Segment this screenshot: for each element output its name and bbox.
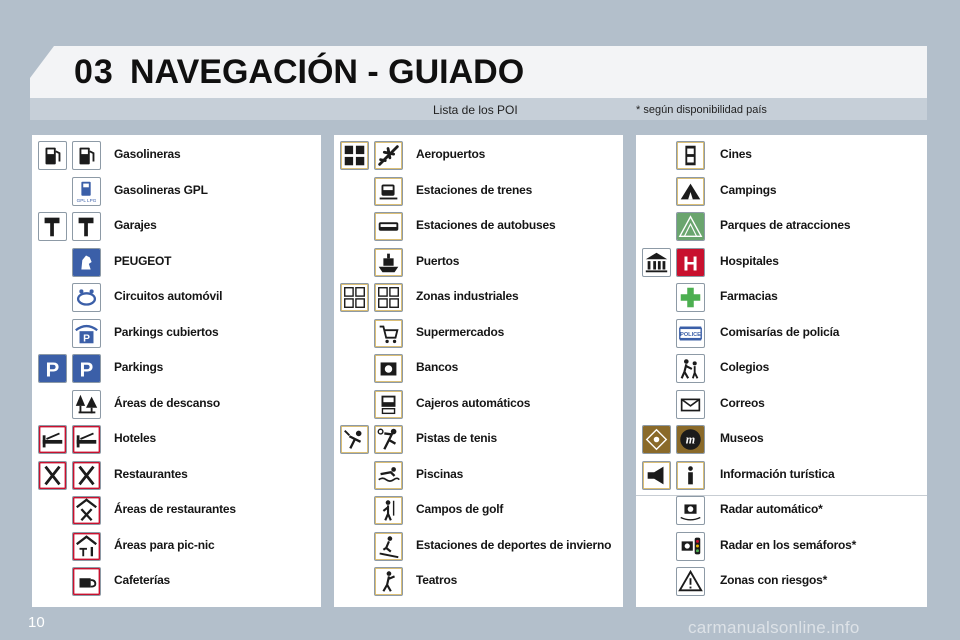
museum-diamond-icon [642, 425, 671, 454]
poi-list-item [32, 422, 321, 457]
watermark: carmanualsonline.info [688, 618, 860, 637]
poi-list-item [32, 458, 321, 493]
poi-list-item [636, 245, 927, 280]
hospital-h-icon [676, 248, 705, 277]
restaurant-cutlery-icon [72, 461, 101, 490]
swimmer-icon [374, 461, 403, 490]
poi-label: Parkings cubiertos [114, 324, 219, 339]
poi-label: Cafeterías [114, 573, 171, 587]
poi-label: Gasolineras [114, 147, 181, 161]
parking-p-icon [72, 354, 101, 383]
poi-label: Parkings [114, 360, 164, 374]
svg-text:P: P [83, 332, 90, 344]
poi-label: Supermercados [416, 324, 505, 339]
poi-list-item [636, 529, 927, 564]
poi-label: Cines [720, 147, 752, 161]
poi-label: Hoteles [114, 431, 156, 445]
poi-list-item [32, 138, 321, 173]
picnic-area-icon [72, 532, 101, 561]
poi-list-item [636, 458, 927, 493]
bank-icon [374, 354, 403, 383]
poi-label: Museos [720, 431, 764, 445]
fuel-pump-icon [72, 141, 101, 170]
svg-text:P: P [45, 358, 60, 382]
poi-label: Bancos [416, 360, 459, 374]
hotel-bed-icon [72, 425, 101, 454]
school-children-icon [676, 354, 705, 383]
poi-list-item [334, 493, 623, 528]
parking-p-icon [38, 354, 67, 383]
poi-label: Áreas de restaurantes [114, 502, 236, 516]
poi-list-item [32, 351, 321, 386]
poi-list-item [636, 564, 927, 599]
info-i-icon [676, 461, 705, 490]
chapter-number: 03 [74, 53, 114, 91]
poi-list-item [334, 138, 623, 173]
poi-label: Comisarías de policía [720, 324, 840, 339]
covered-parking-icon [72, 319, 101, 348]
theatre-icon [374, 567, 403, 596]
poi-label: Parques de atracciones [720, 218, 851, 232]
poi-list-item [636, 280, 927, 315]
shopping-cart-icon [374, 319, 403, 348]
cinema-film-icon [676, 141, 705, 170]
poi-panel-left [32, 135, 321, 607]
poi-list-item [334, 174, 623, 209]
industrial-zone-icon [340, 283, 369, 312]
mail-envelope-icon [676, 390, 705, 419]
poi-list-item [32, 174, 321, 209]
airport-services-icon [340, 141, 369, 170]
train-station-icon [374, 177, 403, 206]
poi-list-item [334, 458, 623, 493]
svg-text:m: m [685, 432, 696, 447]
rest-area-trees-icon [72, 390, 101, 419]
poi-label: Restaurantes [114, 466, 188, 481]
restaurant-area-icon [72, 496, 101, 525]
poi-label: Zonas con riesgos* [720, 573, 828, 587]
hotel-bed-icon [38, 425, 67, 454]
poi-label: Puertos [416, 253, 460, 268]
poi-list-item [32, 529, 321, 564]
fuel-pump-icon [38, 141, 67, 170]
police-badge-icon [676, 319, 705, 348]
poi-label: Cajeros automáticos [416, 395, 531, 410]
poi-list-item [32, 493, 321, 528]
poi-panel-middle [334, 135, 623, 607]
speed-camera-icon [676, 496, 705, 525]
poi-label: Campings [720, 182, 777, 197]
coffee-cup-icon [72, 567, 101, 596]
poi-list-item [334, 529, 623, 564]
poi-label: Información turística [720, 466, 835, 481]
poi-list-item [334, 564, 623, 599]
poi-list-item [32, 280, 321, 315]
poi-list-item [334, 351, 623, 386]
poi-label: Piscinas [416, 466, 464, 481]
museum-m-icon [676, 425, 705, 454]
poi-label: Gasolineras GPL [114, 182, 208, 197]
race-circuit-icon [72, 283, 101, 312]
poi-list-item [636, 316, 927, 351]
poi-list-item [334, 245, 623, 280]
poi-list-item [636, 174, 927, 209]
poi-label: Aeropuertos [416, 147, 486, 161]
poi-label: Estaciones de autobuses [416, 218, 556, 232]
poi-list-item [334, 316, 623, 351]
svg-text:H: H [683, 251, 698, 275]
sports-icon [340, 425, 369, 454]
poi-list-item [334, 387, 623, 422]
hospital-building-icon [642, 248, 671, 277]
poi-list-item [32, 245, 321, 280]
availability-note: * según disponibilidad país [636, 104, 767, 116]
golfer-icon [374, 496, 403, 525]
poi-list-item [636, 138, 927, 173]
garage-hammer-icon [72, 212, 101, 241]
svg-text:P: P [79, 358, 94, 382]
atm-icon [374, 390, 403, 419]
svg-text:GPL LPG: GPL LPG [76, 197, 97, 203]
poi-list-item [334, 280, 623, 315]
poi-list-item [636, 351, 927, 386]
poi-list-item [32, 316, 321, 351]
poi-label: Correos [720, 395, 765, 410]
poi-label: Garajes [114, 218, 157, 232]
poi-label: Colegios [720, 360, 770, 374]
poi-list-item [32, 209, 321, 244]
garage-hammer-icon [38, 212, 67, 241]
poi-label: Circuitos automóvil [114, 289, 223, 303]
poi-label: Estaciones de deportes de invierno [416, 537, 612, 552]
gpl-lpg-fuel-icon [72, 177, 101, 206]
poi-label: Estaciones de trenes [416, 182, 533, 197]
tennis-player-icon [374, 425, 403, 454]
amusement-park-icon [676, 212, 705, 241]
poi-label: Áreas de descanso [114, 395, 220, 410]
page-title: NAVEGACIÓN - GUIADO [130, 53, 525, 91]
poi-label: PEUGEOT [114, 253, 172, 268]
skier-icon [374, 532, 403, 561]
page-number: 10 [28, 614, 45, 631]
tourist-info-horn-icon [642, 461, 671, 490]
poi-label: Pistas de tenis [416, 431, 498, 445]
bus-station-icon [374, 212, 403, 241]
risk-zone-warning-icon [676, 567, 705, 596]
poi-panel-right [636, 135, 927, 607]
camping-tent-icon [676, 177, 705, 206]
pharmacy-cross-icon [676, 283, 705, 312]
poi-list-item [32, 387, 321, 422]
airplane-icon [374, 141, 403, 170]
poi-list-item [334, 209, 623, 244]
restaurant-cutlery-icon [38, 461, 67, 490]
poi-label: Áreas para pic-nic [114, 537, 215, 552]
poi-label: Campos de golf [416, 502, 504, 516]
poi-list-item [636, 387, 927, 422]
traffic-light-camera-icon [676, 532, 705, 561]
port-ferry-icon [374, 248, 403, 277]
poi-list-item [636, 493, 927, 528]
poi-label: Zonas industriales [416, 289, 519, 303]
svg-text:POLICE: POLICE [680, 331, 701, 338]
peugeot-lion-icon [72, 248, 101, 277]
poi-label: Farmacias [720, 289, 778, 303]
poi-label: Radar en los semáforos* [720, 537, 857, 552]
poi-list-item [32, 564, 321, 599]
poi-list-item [636, 422, 927, 457]
section-subtitle: Lista de los POI [433, 103, 518, 117]
poi-label: Radar automático* [720, 502, 823, 516]
industrial-zone-icon [374, 283, 403, 312]
poi-list-item [334, 422, 623, 457]
poi-list-item [636, 209, 927, 244]
poi-label: Hospitales [720, 253, 779, 268]
poi-label: Teatros [416, 573, 458, 587]
